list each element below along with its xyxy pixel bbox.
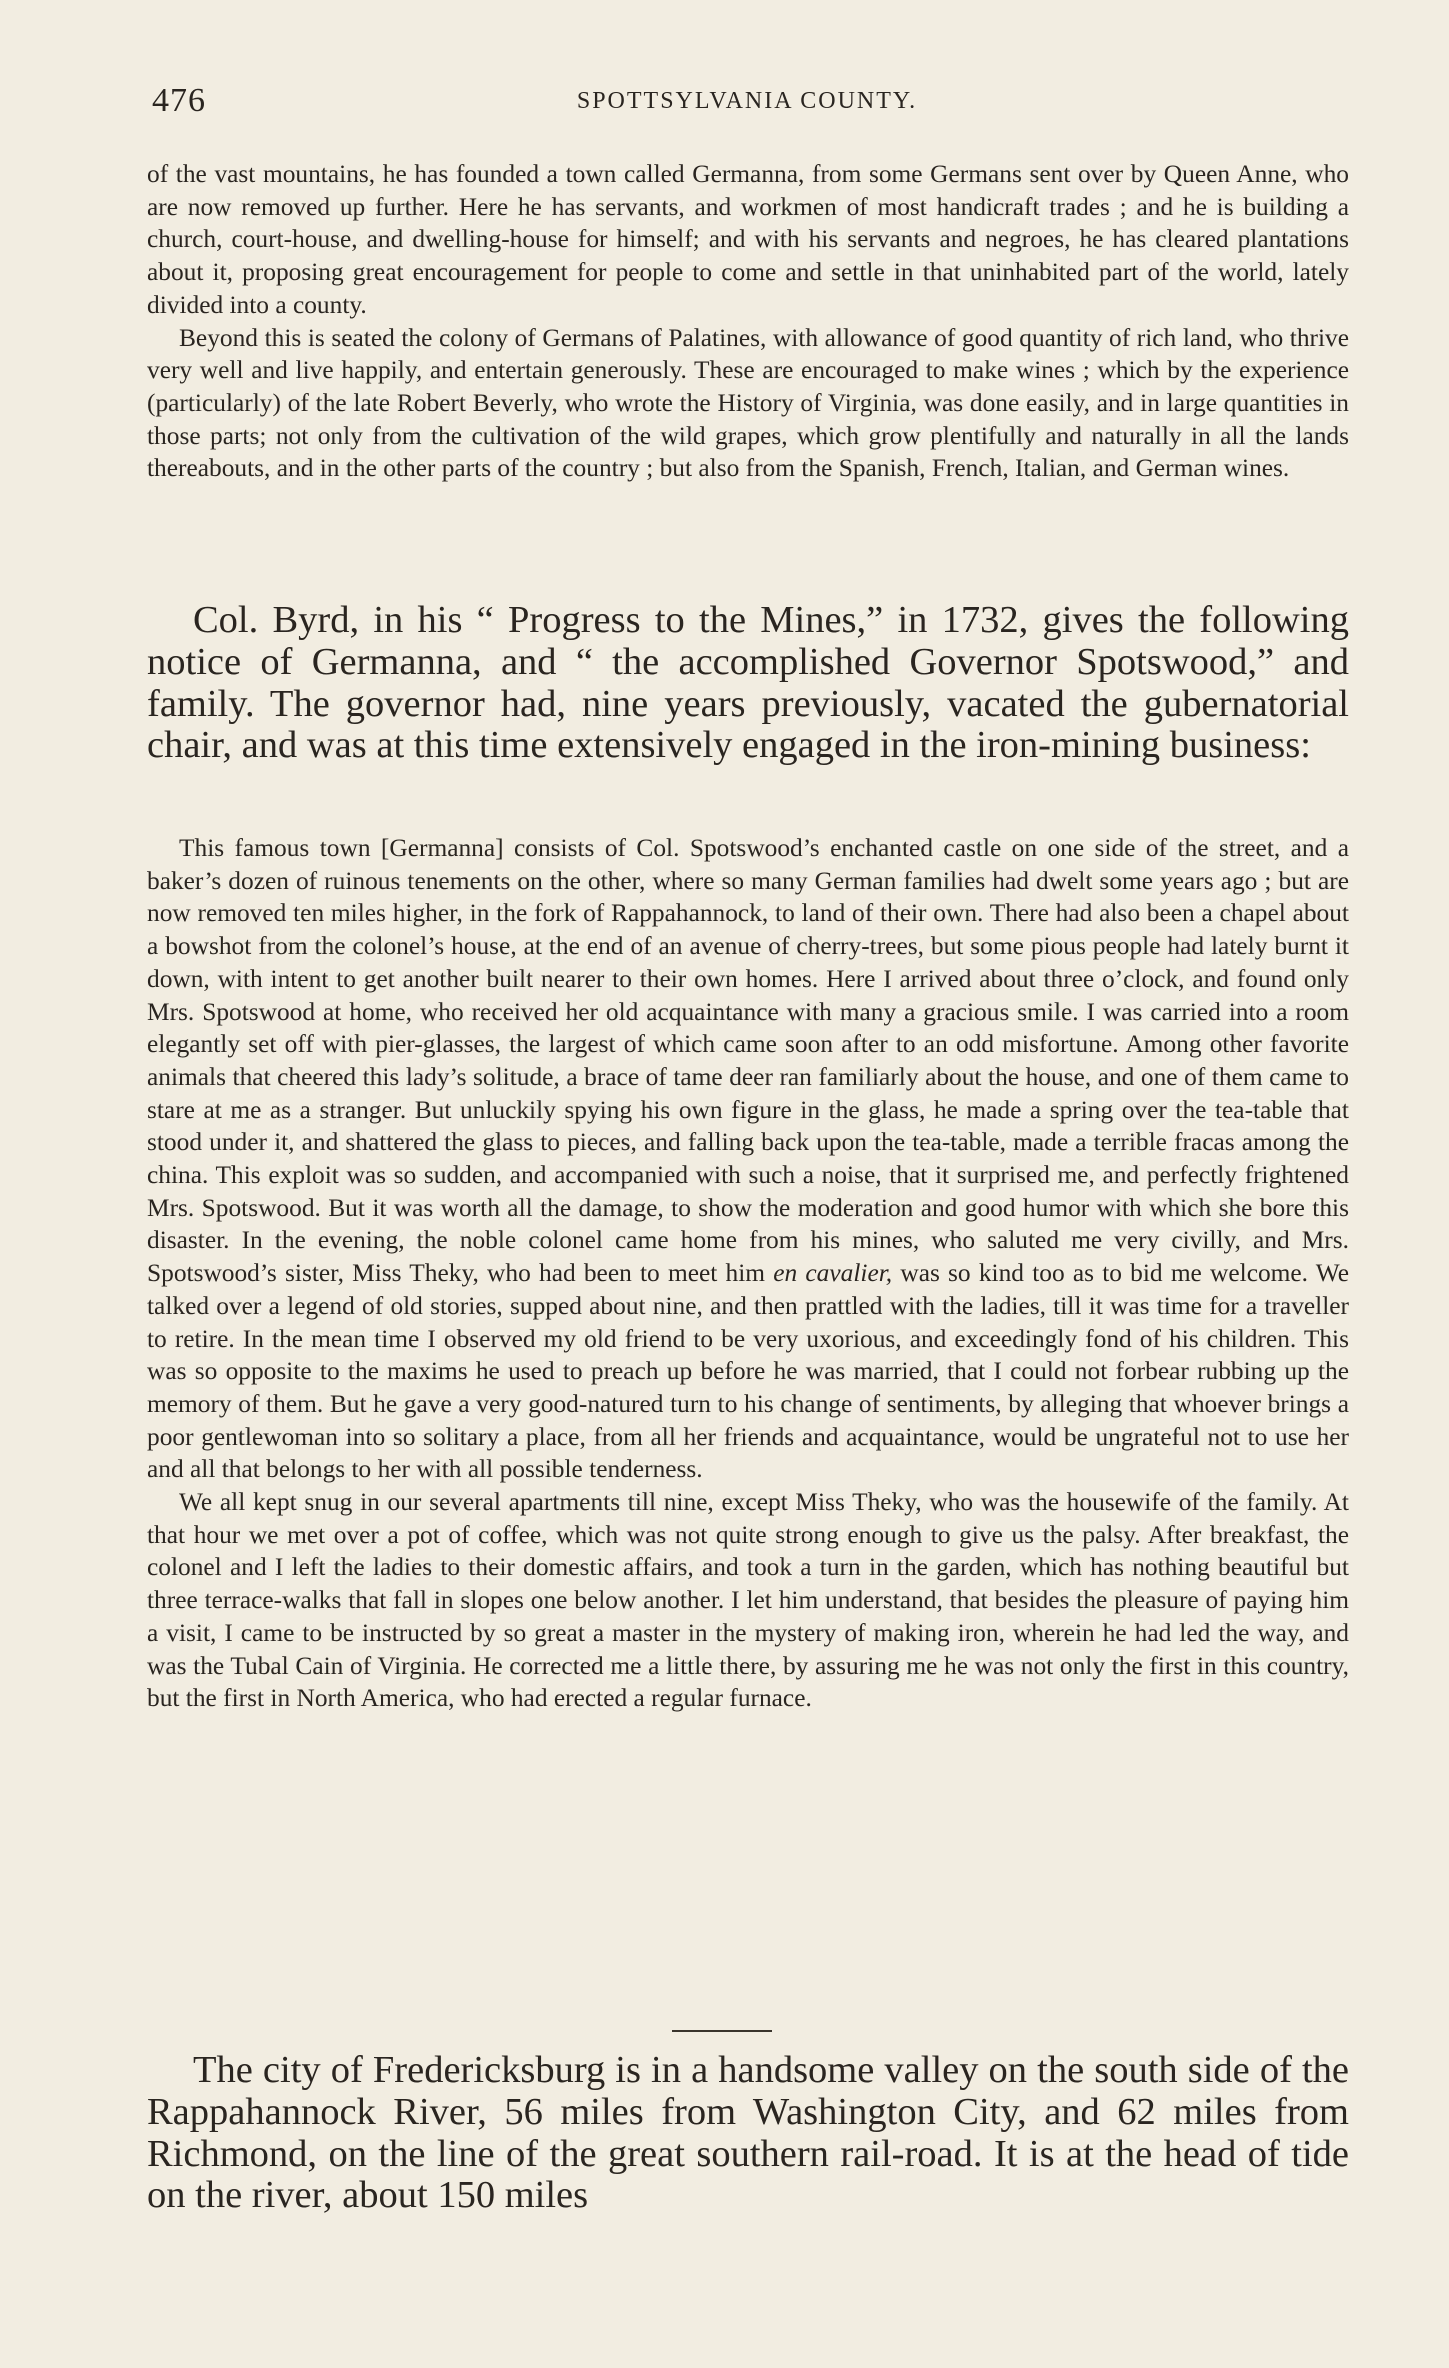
quote2-paragraph-1 [147, 832, 1349, 1486]
quote2-paragraph-1-text-b: was so kind too as to bid me welcome. We talked over a legend of old stories, supped about nine, and then prattled with the ladies, till it was time for a traveller to retire. In the mean time I observed my old friend to be very uxorious, and exceedingly fond of his children. This was so opposite to the maxims he used to preach up before he was married, that I could not forbear rubbing up the memory of them. But he gave a very good-natured turn to his change of sentiments, by alleging that whoever brings a poor gentlewoman into so solitary a place, from all her friends and acquaintance, would be ungrateful not to use her and all that belongs to her with all possible tenderness. [147, 1259, 1349, 1484]
quote1-paragraph-2: Beyond this is seated the colony of Germans of Palatines, with allowance of good quantity of rich land, who thrive very well and live happily, and entertain generously. These are encouraged to make wines ; which by the experience (particularly) of the late Robert Beverly, who wrote the History of Virginia, was done easily, and in large quantities in those parts; not only from the cultivation of the wild grapes, which grow plentifully and naturally in all the lands thereabouts, and in the other parts of the country ; but also from the Spanish, French, Italian, and German wines. [147, 323, 1349, 483]
quote1-paragraph-1: of the vast mountains, he has founded a town called Germanna, from some Germans sent over by Queen Anne, who are now removed up further. Here he has servants, and workmen of most handicraft trades ; and he is building a church, court-house, and dwelling-house for himself; and with his servants and negroes, he has cleared plantations about it, proposing great encouragement for people to come and settle in that uninhabited part of the world, lately divided into a county. [147, 160, 1349, 319]
byrd-quotation [147, 832, 1349, 1715]
page-number: 476 [152, 82, 206, 119]
quotation-continued [147, 158, 1349, 485]
running-title: SPOTTSYLVANIA COUNTY. [576, 88, 918, 114]
page-header [152, 82, 1342, 126]
intro-paragraph: Col. Byrd, in his “ Progress to the Mines,” in 1732, gives the following notice of Germanna, and “ the accomplished Governor Spotswood,” and family. The governor had, nine years previously, vacated the gubernatorial chair, and was at this time extensively engaged in the iron-mining business: [147, 599, 1349, 767]
quote2-italic-phrase: en cavalier, [773, 1259, 893, 1288]
section-divider [672, 2030, 772, 2032]
quote2-paragraph-1-text-a: This famous town [Germanna] consists of Col. Spotswood’s enchanted castle on one side of the street, and a baker’s dozen of ruinous tenements on the other, where so many German families had dwelt some years ago ; but are now removed ten miles higher, in the fork of Rappahannock, to land of their own. There had also been a chapel about a bowshot from the colonel’s house, at the end of an avenue of cherry-trees, but some pious people had lately burnt it down, with intent to get another built nearer to their own homes. Here I arrived about three o’clock, and found only Mrs. Spotswood at home, who received her old acquaintance with many a gracious smile. I was carried into a room elegantly set off with pier-glasses, the largest of which came soon after to an odd misfortune. Among other favorite animals that cheered this lady’s solitude, a brace of tame deer ran familiarly about the house, and one of them came to stare at me as a stranger. But unluckily spying his own figure in the glass, he made a spring over the tea-table that stood under it, and shattered the glass to pieces, and falling back upon the tea-table, made a terrible fracas among the china. This exploit was so sudden, and accompanied with such a noise, that it surprised me, and perfectly frightened Mrs. Spotswood. But it was worth all the damage, to show the moderation and good humor with which she bore this disaster. In the evening, the noble colonel came home from his mines, who saluted me very civilly, and Mrs. Spotswood’s sister, Miss Theky, who had been to meet him [147, 834, 1349, 1288]
closing-paragraph: The city of Fredericksburg is in a handsome valley on the south side of the Rappahannock River, 56 miles from Washington City, and 62 miles from Richmond, on the line of the great southern rail-road. It is at the head of tide on the river, about 150 miles [147, 2049, 1349, 2217]
quote2-paragraph-2: We all kept snug in our several apartments till nine, except Miss Theky, who was the housewife of the family. At that hour we met over a pot of coffee, which was not quite strong enough to give us the palsy. After breakfast, the colonel and I left the ladies to their domestic affairs, and took a turn in the garden, which has nothing beautiful but three terrace-walks that fall in slopes one below another. I let him understand, that besides the pleasure of paying him a visit, I came to be instructed by so great a master in the mystery of making iron, wherein he had led the way, and was the Tubal Cain of Virginia. He corrected me a little there, by assuring me he was not only the first in this country, but the first in North America, who had erected a regular furnace. [147, 1488, 1349, 1713]
fredericksburg-paragraph [147, 2050, 1349, 2217]
byrd-introduction [147, 600, 1349, 767]
